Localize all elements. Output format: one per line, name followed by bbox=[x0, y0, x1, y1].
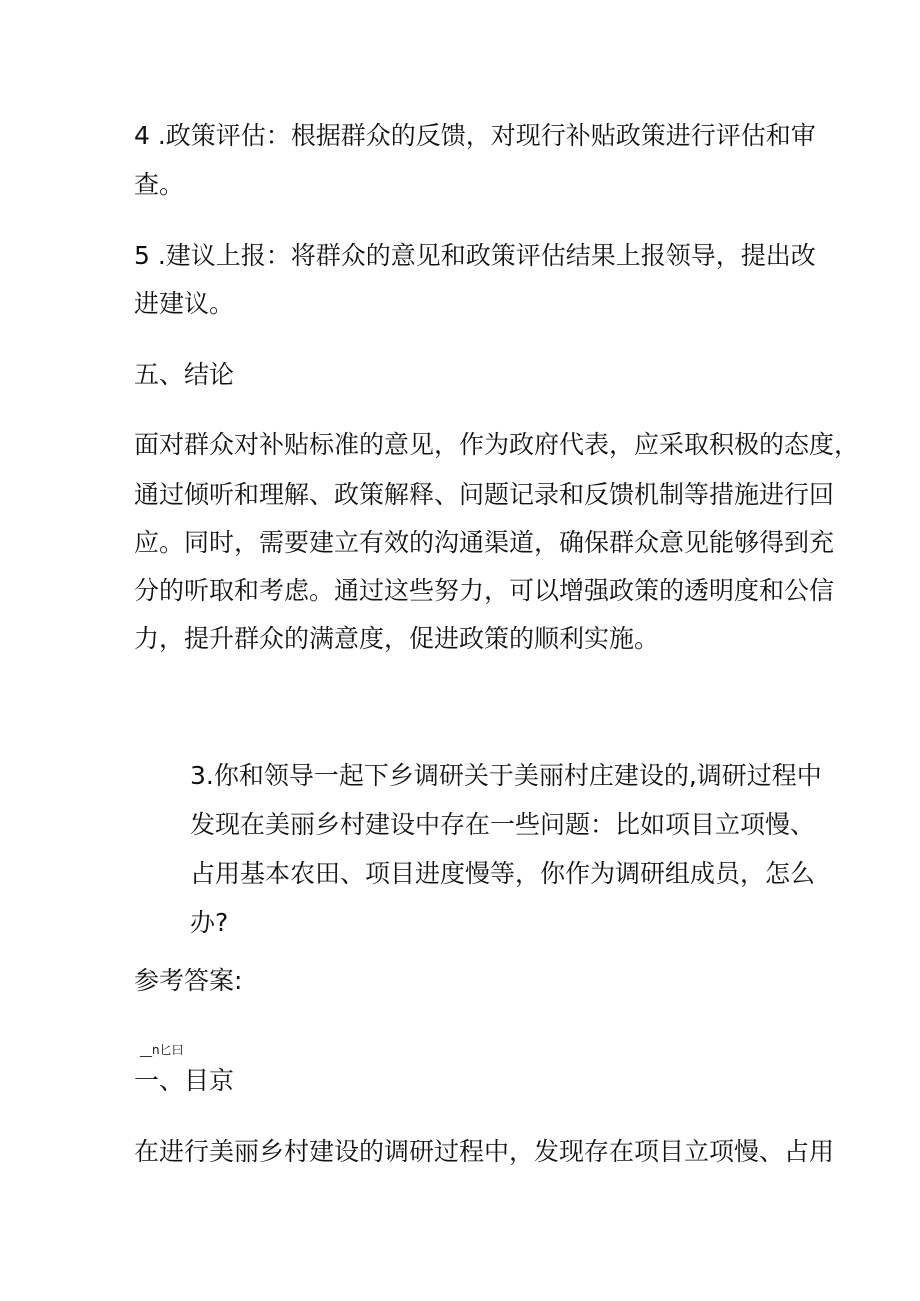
conclusion-paragraph-line: 面对群众对补贴标准的意见，作为政府代表，应采取积极的态度， bbox=[134, 430, 860, 459]
question3-line: 3.你和领导一起下乡调研关于美丽村庄建设的,调研过程中 bbox=[190, 761, 822, 790]
conclusion-paragraph-line: 通过倾听和理解、政策解释、问题记录和反馈机制等措施进行回 bbox=[134, 480, 835, 509]
section1-heading: 一、目京 bbox=[134, 1066, 235, 1095]
item4-line1: 4 .政策评估：根据群众的反馈，对现行补贴政策进行评估和审 bbox=[134, 121, 816, 150]
question3-line: 占用基本农田、项目进度慢等，你作为调研组成员，怎么 bbox=[190, 859, 816, 888]
section1-paragraph-line: 在进行美丽乡村建设的调研过程中，发现存在项目立项慢、占用 bbox=[134, 1137, 835, 1166]
garbled-text: __n匕曰 bbox=[140, 1043, 184, 1057]
reference-answer-label: 参考答案: bbox=[134, 966, 243, 995]
conclusion-heading: 五、结论 bbox=[134, 360, 235, 389]
item5-line2: 进建议。 bbox=[134, 289, 235, 318]
conclusion-paragraph-line: 力，提升群众的满意度，促进政策的顺利实施。 bbox=[134, 624, 660, 653]
question3-line: 发现在美丽乡村建设中存在一些问题：比如项目立项慢、 bbox=[190, 810, 816, 839]
question3-line: 办? bbox=[190, 908, 229, 937]
conclusion-paragraph-line: 分的听取和考虑。通过这些努力，可以增强政策的透明度和公信 bbox=[134, 576, 835, 605]
conclusion-paragraph-line: 应。同时，需要建立有效的沟通渠道，确保群众意见能够得到充 bbox=[134, 528, 835, 557]
item4-line2: 查。 bbox=[134, 170, 185, 199]
item5-line1: 5 .建议上报：将群众的意见和政策评估结果上报领导，提出改 bbox=[134, 241, 816, 270]
